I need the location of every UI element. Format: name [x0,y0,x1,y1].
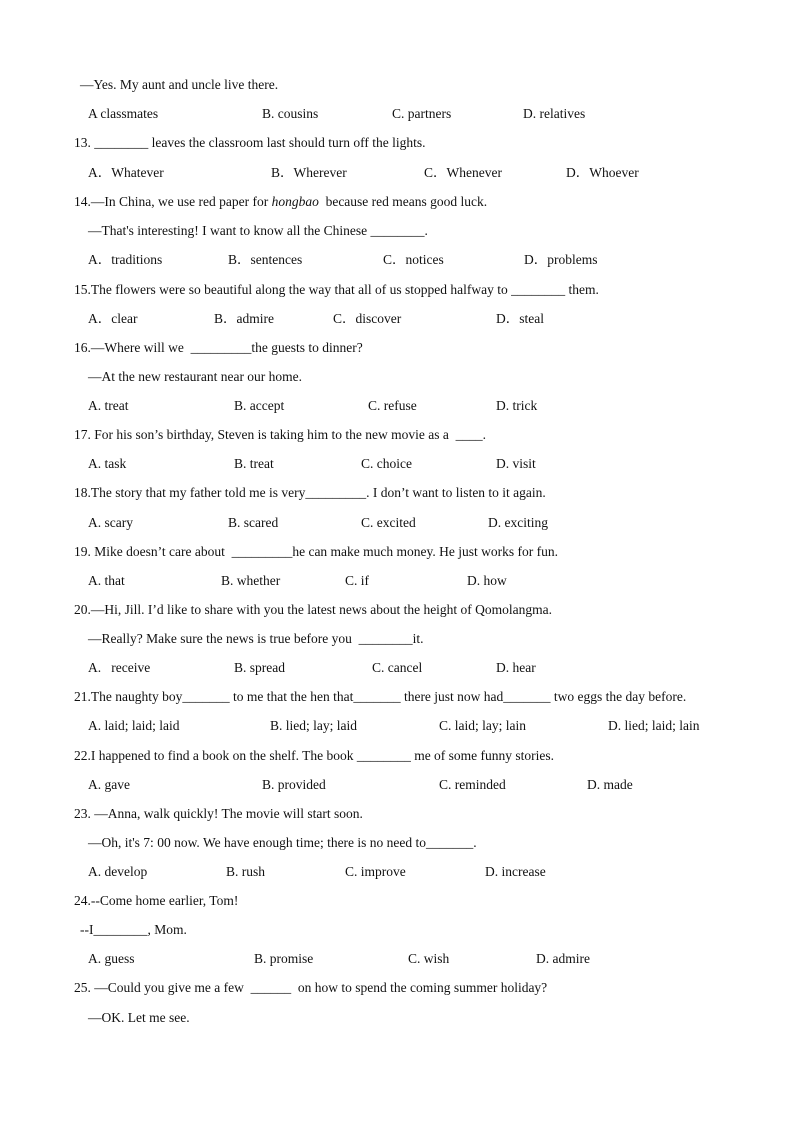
option-b: B. whether [221,573,281,588]
option-a: A．Whatever [88,165,164,180]
question-17: 17. For his son’s birthday, Steven is taking him to the new movie as a ____. [74,427,486,442]
option-c: C. refuse [368,398,417,413]
option-d: D. visit [496,456,536,471]
option-b: B. treat [234,456,274,471]
option-d: D. exciting [488,515,548,530]
option-b: B. scared [228,515,279,530]
question-14-italic: hongbao [271,194,319,209]
option-d: D. relatives [523,106,586,121]
option-a: A. receive [88,660,151,675]
question-24: 24.--Come home earlier, Tom! [74,893,239,908]
option-b: B．admire [214,311,274,326]
dialog-line: --I________, Mom. [80,922,187,937]
option-d: D. increase [485,864,546,879]
option-d: D. trick [496,398,538,413]
option-a: A．traditions [88,252,163,267]
dialog-line: —That's interesting! I want to know all the Chinese ________. [88,223,428,238]
option-a: A. gave [88,777,130,792]
option-c: C. reminded [439,777,506,792]
question-14 [74,193,487,211]
question-20: 20.—Hi, Jill. I’d like to share with you the latest news about the height of Qomolangma. [74,602,553,617]
option-c: C. laid; lay; lain [439,718,526,733]
question-14-post: because red means good luck. [318,194,488,209]
option-a: A. laid; laid; laid [88,718,180,733]
option-c: C．discover [333,311,402,326]
question-16: 16.—Where will we _________the guests to dinner? [74,340,363,355]
option-a: A. guess [88,951,135,966]
option-b: B．sentences [228,252,303,267]
option-a: A．clear [88,311,138,326]
option-b: B. promise [254,951,314,966]
option-b: B. provided [262,777,326,792]
question-14-pre: 14.—In China, we use red paper for [74,194,272,209]
question-22: 22.I happened to find a book on the shelf. The book ________ me of some funny stories. [74,748,555,763]
option-c: C. wish [408,951,450,966]
question-19: 19. Mike doesn’t care about _________he can make much money. He just works for fun. [74,544,559,559]
option-a: A. develop [88,864,148,879]
option-a: A. that [88,573,125,588]
option-d: D. made [587,777,633,792]
option-d: D．steal [496,311,544,326]
option-b: B. spread [234,660,285,675]
option-c: C. improve [345,864,406,879]
option-c: C. if [345,573,370,588]
question-13: 13. ________ leaves the classroom last should turn off the lights. [74,135,426,150]
dialog-line: —At the new restaurant near our home. [88,369,303,384]
dialog-line: —Yes. My aunt and uncle live there. [80,77,279,92]
option-c: C. cancel [372,660,423,675]
question-18: 18.The story that my father told me is very_________. I don’t want to listen to it again. [74,485,546,500]
option-d: D. how [467,573,507,588]
option-a: A. task [88,456,127,471]
question-15: 15.The flowers were so beautiful along the way that all of us stopped halfway to ________ them. [74,282,599,297]
question-25: 25. —Could you give me a few ______ on how to spend the coming summer holiday? [74,980,548,995]
question-23: 23. —Anna, walk quickly! The movie will start soon. [74,806,363,821]
dialog-line: —OK. Let me see. [88,1010,190,1025]
question-21: 21.The naughty boy_______ to me that the hen that_______ there just now had_______ two eggs the day before. [74,689,687,704]
option-c: C．notices [383,252,444,267]
option-b: B. lied; lay; laid [270,718,357,733]
option-b: B．Wherever [271,165,347,180]
option-a: A. scary [88,515,133,530]
option-d: D．Whoever [566,165,639,180]
option-c: C. choice [361,456,412,471]
option-d: D. hear [496,660,536,675]
option-c: C. excited [361,515,416,530]
option-b: B. accept [234,398,285,413]
option-c: C. partners [392,106,452,121]
option-d: D. lied; laid; lain [608,718,700,733]
option-d: D. admire [536,951,590,966]
option-a: A. treat [88,398,129,413]
option-b: B. rush [226,864,266,879]
option-d: D．problems [524,252,598,267]
option-c: C．Whenever [424,165,502,180]
option-b: B. cousins [262,106,319,121]
option-a: A classmates [88,106,159,121]
dialog-line: —Really? Make sure the news is true before you ________it. [88,631,424,646]
dialog-line: —Oh, it's 7: 00 now. We have enough time; there is no need to_______. [88,835,477,850]
